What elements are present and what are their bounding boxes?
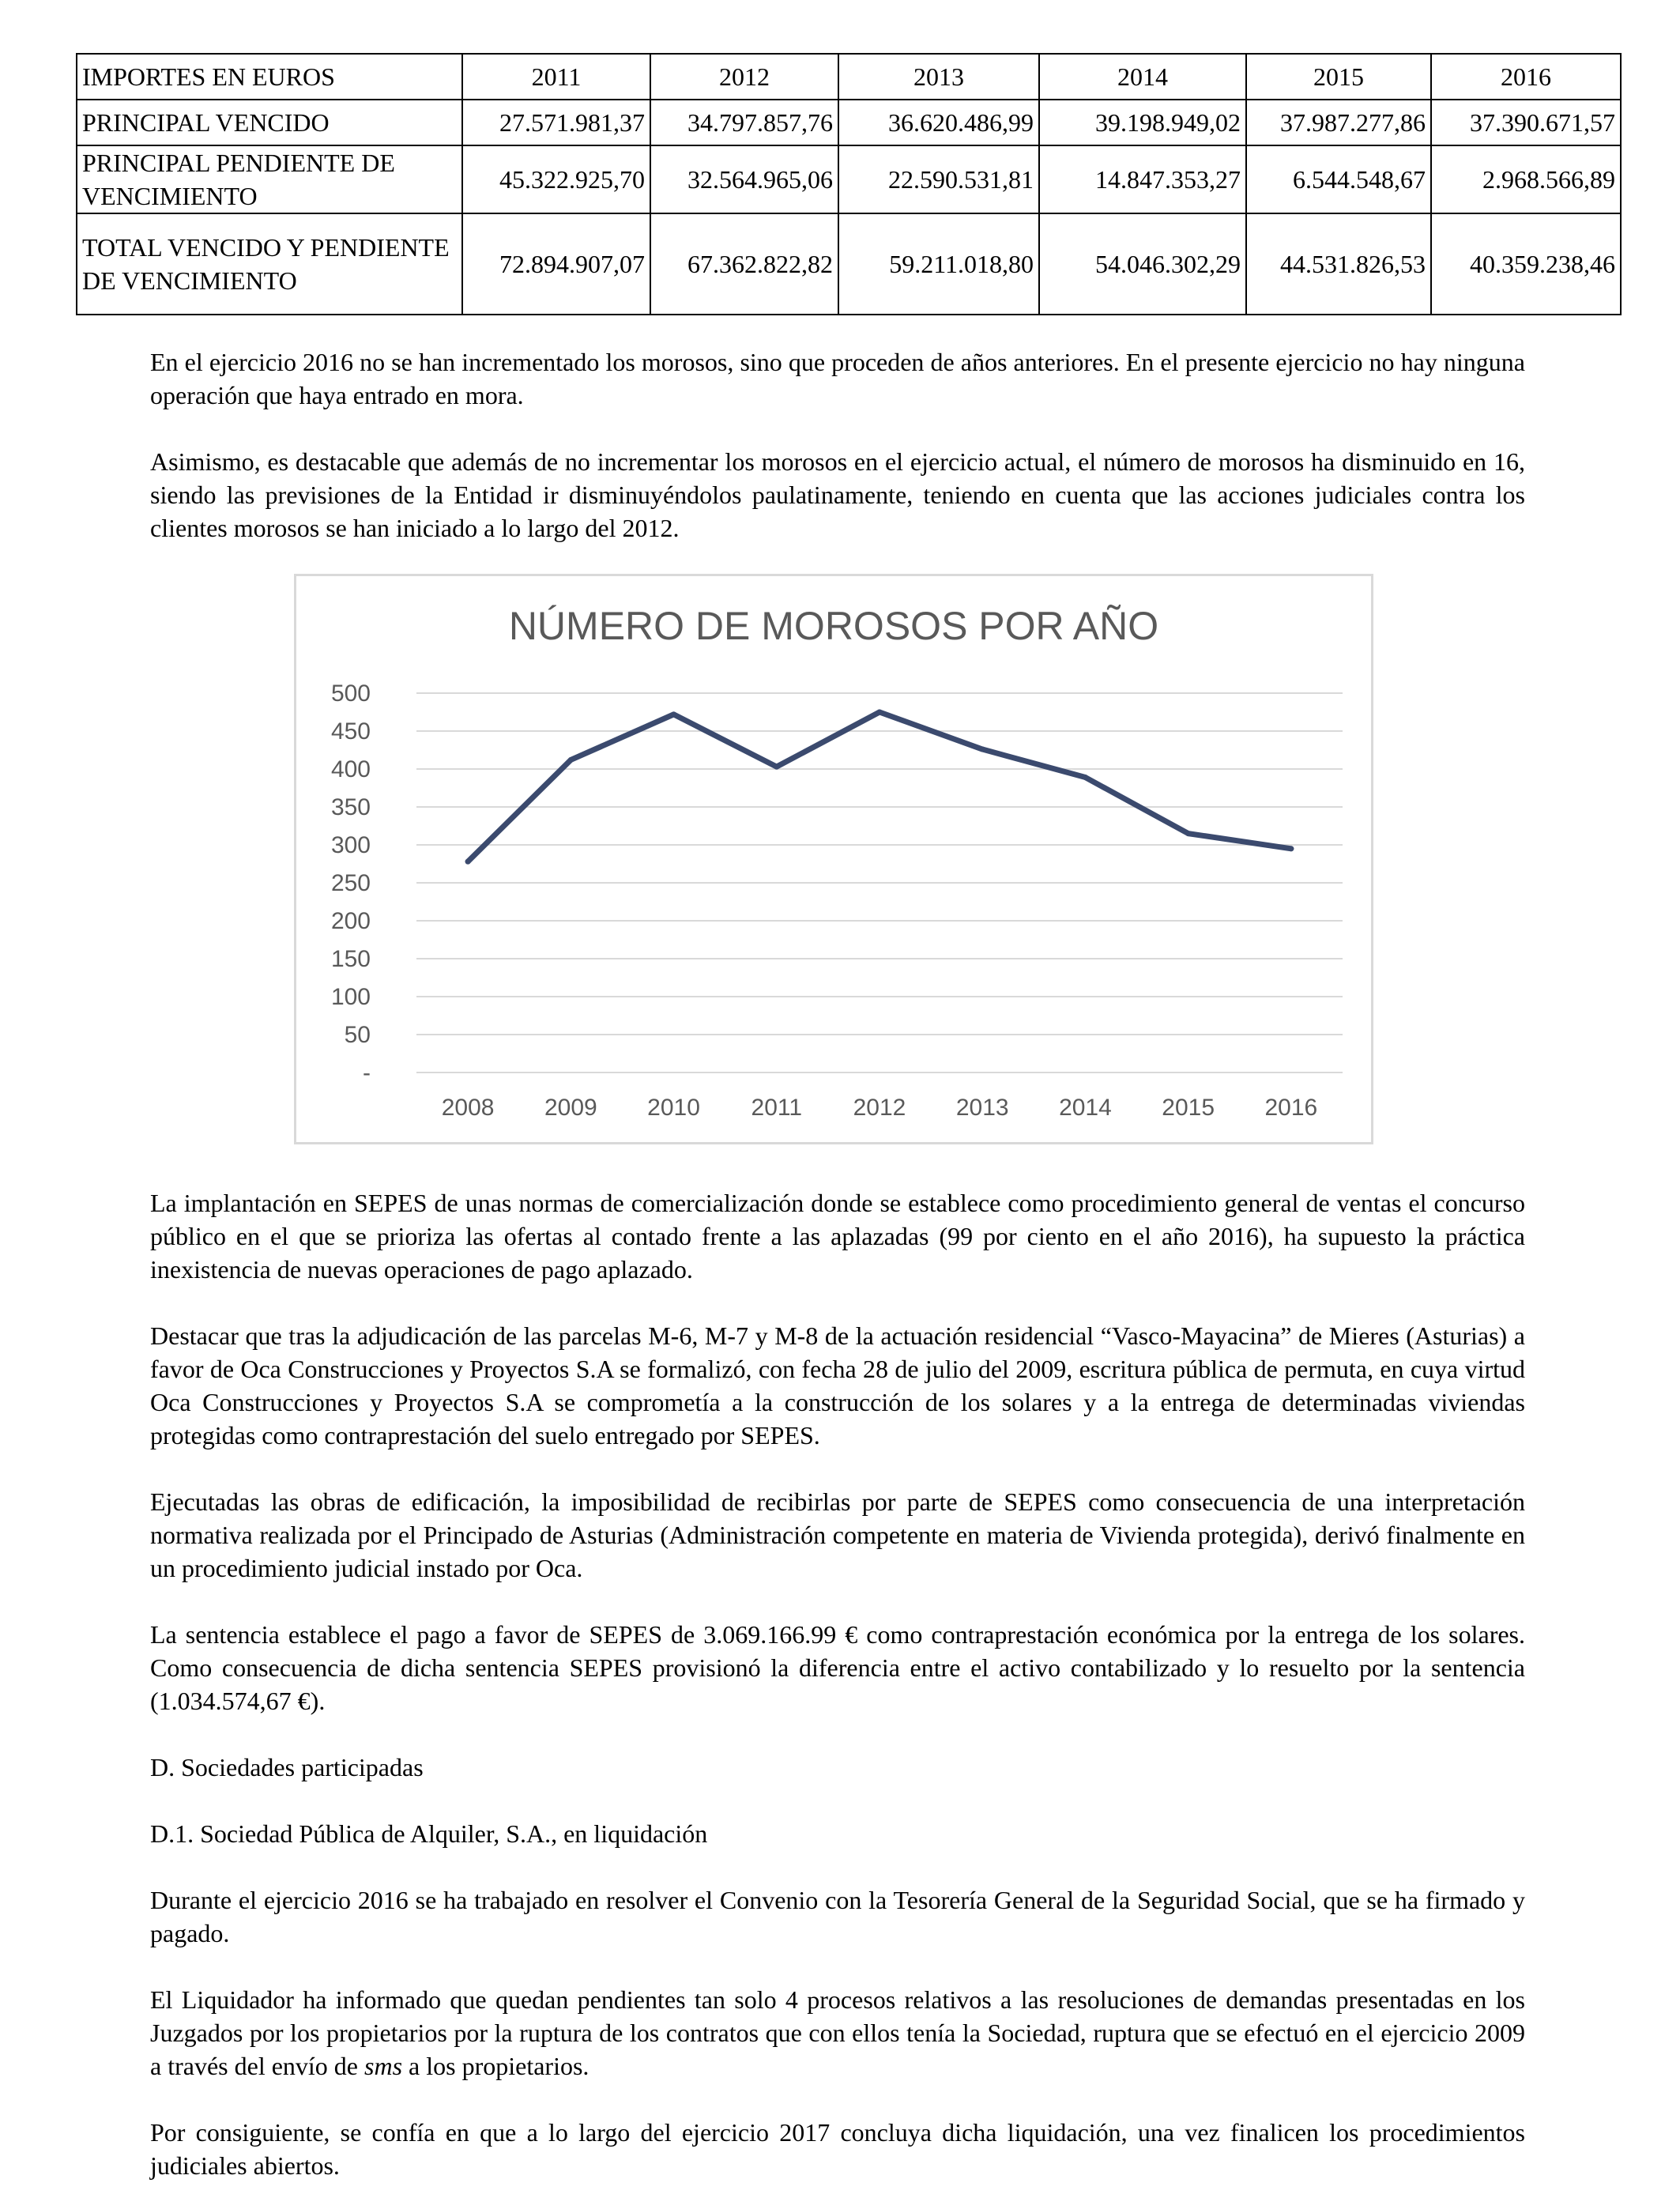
table-cell: 45.322.925,70 — [462, 145, 650, 213]
table-cell: 67.362.822,82 — [650, 213, 838, 315]
chart-x-axis — [442, 1095, 1318, 1121]
paragraph-adjudicacion: Destacar que tras la adjudicación de las parcelas M-6, M-7 y M-8 de la actuación residencial “Vasco-Mayacina” de Mieres (Asturias) a favor de Oca Construcciones y Proyectos S.A se formalizó, con fecha 28 de julio del 2009, escritura pública de permuta, en cuya virtud Oca Construcciones y Proyectos S.A se comprometía a la construcción de los solares y a la entrega de determinadas viviendas protegidas como contraprestación del suelo entregado por SEPES. — [150, 1321, 1525, 1449]
row-label: PRINCIPAL PENDIENTE DE VENCIMIENTO — [77, 145, 462, 213]
table-cell: 40.359.238,46 — [1431, 213, 1621, 315]
heading-sociedades-participadas: D. Sociedades participadas — [150, 1753, 424, 1781]
row-label: PRINCIPAL VENCIDO — [77, 100, 462, 145]
data-point — [671, 711, 676, 717]
table-cell: 37.987.277,86 — [1246, 100, 1431, 145]
table-cell: 37.390.671,57 — [1431, 100, 1621, 145]
table-header-row — [77, 54, 1621, 100]
sms-emphasis: sms — [364, 2052, 403, 2080]
x-tick-label: 2011 — [751, 1095, 803, 1121]
x-tick-label: 2015 — [1162, 1095, 1215, 1121]
table-cell: 32.564.965,06 — [650, 145, 838, 213]
x-tick-label: 2012 — [853, 1095, 906, 1121]
data-point — [568, 757, 574, 763]
heading-sociedad-publica-alquiler: D.1. Sociedad Pública de Alquiler, S.A., en liquidación — [150, 1819, 708, 1848]
data-point — [1288, 846, 1294, 851]
y-tick-label: 450 — [330, 718, 371, 745]
row-label: TOTAL VENCIDO Y PENDIENTE DE VENCIMIENTO — [77, 213, 462, 315]
header-year: 2015 — [1246, 54, 1431, 100]
chart-series — [465, 710, 1294, 865]
table-row — [77, 213, 1621, 315]
table-cell: 6.544.548,67 — [1246, 145, 1431, 213]
paragraph-liquidador-end: a los propietarios. — [402, 2052, 590, 2080]
table-cell: 22.590.531,81 — [838, 145, 1039, 213]
chart-title: NÚMERO DE MOROSOS POR AÑO — [508, 604, 1159, 648]
chart-gridlines — [416, 693, 1343, 1072]
x-tick-label: 2013 — [955, 1095, 1009, 1121]
data-point — [1083, 775, 1088, 780]
header-year: 2014 — [1039, 54, 1246, 100]
paragraph-edificacion: Ejecutadas las obras de edificación, la imposibilidad de recibirlas por parte de SEPES como consecuencia de una interpretación normativa realizada por el Principado de Asturias (Administración competente en materia de Vivienda protegida), derivó finalmente en un procedimiento judicial instado por Oca. — [150, 1487, 1525, 1582]
paragraph-sentencia: La sentencia establece el pago a favor de SEPES de 3.069.166.99 € como contraprestación económica por la entrega de los solares. Como consecuencia de dicha sentencia SEPES provisionó la diferencia entre el activo contabilizado y lo resuelto por la sentencia (1.034.574,67 €). — [150, 1620, 1525, 1715]
table-cell: 39.198.949,02 — [1039, 100, 1246, 145]
y-tick-label: 50 — [344, 1022, 371, 1048]
table-row — [77, 145, 1621, 213]
header-year: 2012 — [650, 54, 838, 100]
y-tick-label: 250 — [330, 870, 371, 896]
header-year: 2013 — [838, 54, 1039, 100]
table-cell: 2.968.566,89 — [1431, 145, 1621, 213]
x-tick-label: 2016 — [1264, 1095, 1318, 1121]
y-tick-label: 150 — [330, 946, 371, 972]
y-tick-label: 100 — [330, 984, 371, 1010]
table-cell: 54.046.302,29 — [1039, 213, 1246, 315]
table-cell: 72.894.907,07 — [462, 213, 650, 315]
x-tick-label: 2008 — [441, 1095, 495, 1121]
importes-table — [76, 53, 1622, 315]
table-cell: 27.571.981,37 — [462, 100, 650, 145]
paragraph-morosos-disminuido: Asimismo, es destacable que además de no incrementar los morosos en el ejercicio actual, el número de morosos ha disminuido en 16, siendo las previsiones de la Entidad ir disminuyéndolos paulatinamente, teniendo en cuenta que las acciones judiciales contra los clientes morosos se han iniciado a lo largo del 2012. — [150, 447, 1525, 542]
data-point — [877, 710, 883, 715]
paragraph-liquidacion-2017: Por consiguiente, se confía en que a lo largo del ejercicio 2017 concluya dicha liquidación, una vez finalicen los procedimientos judiciales abiertos. — [150, 2118, 1525, 2180]
paragraph-convenio: Durante el ejercicio 2016 se ha trabajado en resolver el Convenio con la Tesorería General de la Seguridad Social, que se ha firmado y pagado. — [150, 1886, 1525, 1947]
morosos-chart — [294, 574, 1373, 1144]
table-cell: 59.211.018,80 — [838, 213, 1039, 315]
y-tick-label: 200 — [330, 908, 371, 934]
y-tick-label: - — [363, 1060, 371, 1086]
paragraph-liquidador — [150, 1983, 1525, 2083]
y-tick-label: 400 — [330, 756, 371, 782]
paragraph-comercializacion: La implantación en SEPES de unas normas de comercialización donde se establece como procedimiento general de ventas el concurso público en el que se prioriza las ofertas al contado frente a las aplazadas (99 por ciento en el año 2016), ha supuesto la práctica inexistencia de nuevas operaciones de pago aplazado. — [150, 1189, 1525, 1284]
data-point — [1185, 831, 1191, 836]
table-cell: 34.797.857,76 — [650, 100, 838, 145]
data-point — [774, 764, 779, 770]
y-tick-label: 500 — [330, 680, 371, 707]
chart-y-axis — [331, 680, 371, 1086]
table-cell: 36.620.486,99 — [838, 100, 1039, 145]
series-line — [468, 712, 1291, 861]
x-tick-label: 2009 — [544, 1095, 597, 1121]
data-point — [980, 747, 985, 752]
paragraph-morosos-2016: En el ejercicio 2016 no se han incrementado los morosos, sino que proceden de años anteriores. En el presente ejercicio no hay ninguna operación que haya entrado en mora. — [150, 348, 1525, 409]
y-tick-label: 350 — [330, 794, 371, 820]
x-tick-label: 2014 — [1059, 1095, 1112, 1121]
paragraph-liquidador-text: El Liquidador ha informado que quedan pendientes tan solo 4 procesos relativos a las resoluciones de demandas presentadas en los Juzgados por los propietarios por la ruptura de los contratos que con ellos tenía la Sociedad, ruptura que se efectuó en el ejercicio 2009 a través del envío de — [150, 1985, 1525, 2080]
header-year: 2016 — [1431, 54, 1621, 100]
data-point — [465, 859, 471, 865]
header-importes: IMPORTES EN EUROS — [77, 54, 462, 100]
morosos-chart-svg — [296, 576, 1371, 1142]
table-cell: 44.531.826,53 — [1246, 213, 1431, 315]
x-tick-label: 2010 — [647, 1095, 700, 1121]
header-year: 2011 — [462, 54, 650, 100]
y-tick-label: 300 — [330, 832, 371, 858]
table-cell: 14.847.353,27 — [1039, 145, 1246, 213]
table-row — [77, 100, 1621, 145]
